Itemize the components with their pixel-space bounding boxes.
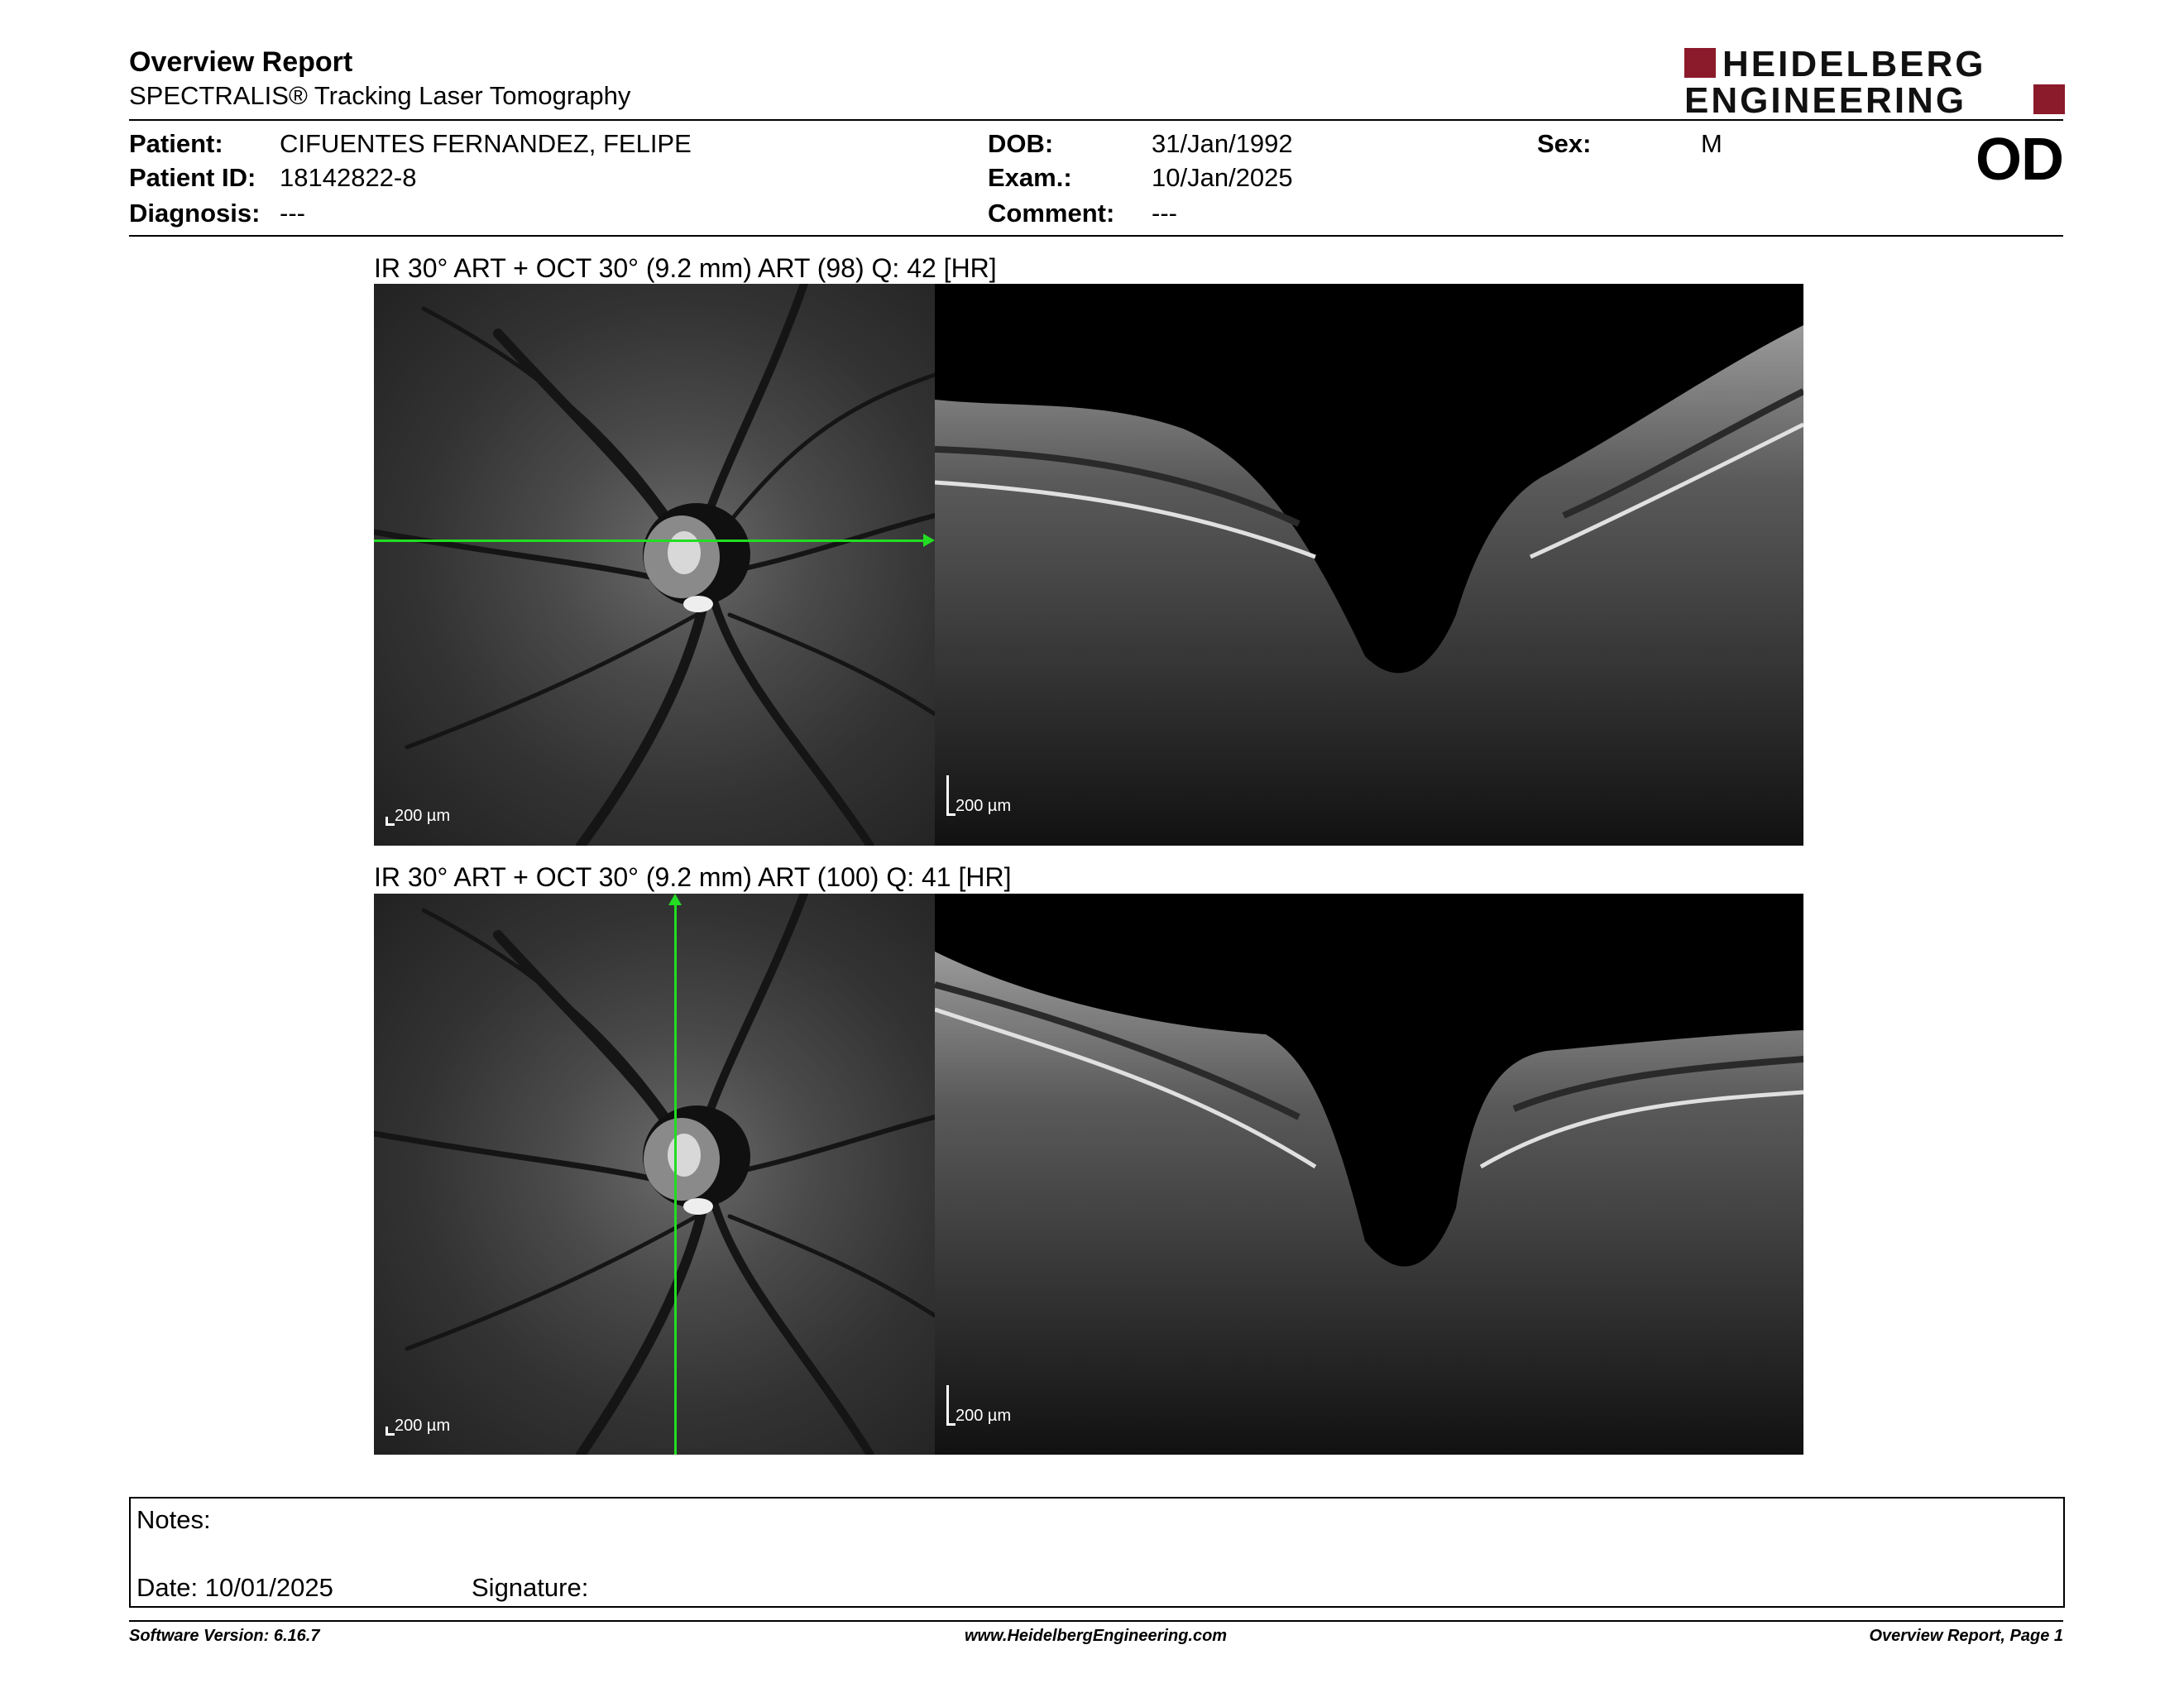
scan2-fundus-scalebar (386, 1417, 450, 1436)
sex-value: M (1701, 129, 1722, 158)
page-indicator: Overview Report, Page 1 (1869, 1627, 2063, 1645)
scan2-oct-scale-label: 200 µm (956, 1407, 1012, 1425)
patient-divider (129, 235, 2063, 237)
software-version: Software Version: 6.16.7 (129, 1627, 320, 1645)
diagnosis-label: Diagnosis: (129, 199, 261, 228)
scan2-fundus-drawing (374, 894, 935, 1455)
date-label: Date: 10/01/2025 (136, 1573, 333, 1602)
scan1-fundus-drawing (374, 284, 935, 846)
scalebar-icon (386, 817, 395, 826)
comment-label: Comment: (988, 199, 1115, 228)
heidelberg-logo (1684, 46, 2065, 116)
scalebar-icon (946, 1385, 956, 1426)
sex-label: Sex: (1537, 129, 1592, 158)
scan2-scan-arrow-icon (668, 894, 682, 905)
scan2-scan-line (674, 904, 677, 1455)
dob-value: 31/Jan/1992 (1152, 129, 1293, 158)
report-subtitle: SPECTRALIS® Tracking Laser Tomography (129, 81, 631, 110)
scan2-fundus-scale-label: 200 µm (395, 1417, 451, 1435)
scan1-oct-scalebar (946, 775, 1011, 816)
scan1-fundus-scale-label: 200 µm (395, 807, 451, 825)
footer-divider (129, 1620, 2063, 1622)
scan1-oct-bscan[interactable] (935, 284, 1803, 846)
scan2-oct-scalebar (946, 1385, 1011, 1426)
report-title: Overview Report (129, 46, 353, 78)
logo-line1: HEIDELBERG (1722, 46, 1986, 84)
patient-label: Patient: (129, 129, 223, 158)
exam-value: 10/Jan/2025 (1152, 163, 1293, 192)
scan1-caption: IR 30° ART + OCT 30° (9.2 mm) ART (98) Q: 42 [HR] (374, 253, 997, 283)
patient-name: CIFUENTES FERNANDEZ, FELIPE (280, 129, 692, 158)
logo-line2: ENGINEERING (1684, 80, 1967, 116)
scan1-oct-scale-label: 200 µm (956, 797, 1012, 815)
signature-label: Signature: (472, 1573, 589, 1602)
scan1-oct-drawing (935, 284, 1803, 846)
scan2-fundus-image[interactable] (374, 894, 935, 1455)
notes-box[interactable] (129, 1497, 2065, 1608)
scalebar-icon (386, 1427, 395, 1436)
scan1-scan-arrow-icon (923, 534, 935, 547)
notes-label: Notes: (136, 1505, 211, 1534)
scalebar-icon (946, 775, 956, 816)
patient-id-label: Patient ID: (129, 163, 256, 192)
dob-label: DOB: (988, 129, 1054, 158)
website-link[interactable]: www.HeidelbergEngineering.com (965, 1627, 1228, 1645)
scan1-fundus-image[interactable] (374, 284, 935, 846)
scan1-fundus-scalebar (386, 807, 450, 826)
scan1-scan-line (374, 539, 927, 542)
scan2-oct-bscan[interactable] (935, 894, 1803, 1455)
scan2-oct-drawing (935, 894, 1803, 1455)
diagnosis-value: --- (280, 199, 305, 228)
patient-id: 18142822-8 (280, 163, 417, 192)
comment-value: --- (1152, 199, 1177, 228)
eye-indicator: OD (1976, 127, 2063, 193)
header-divider (129, 119, 2063, 121)
exam-label: Exam.: (988, 163, 1072, 192)
scan2-caption: IR 30° ART + OCT 30° (9.2 mm) ART (100) Q: 41 [HR] (374, 862, 1012, 892)
